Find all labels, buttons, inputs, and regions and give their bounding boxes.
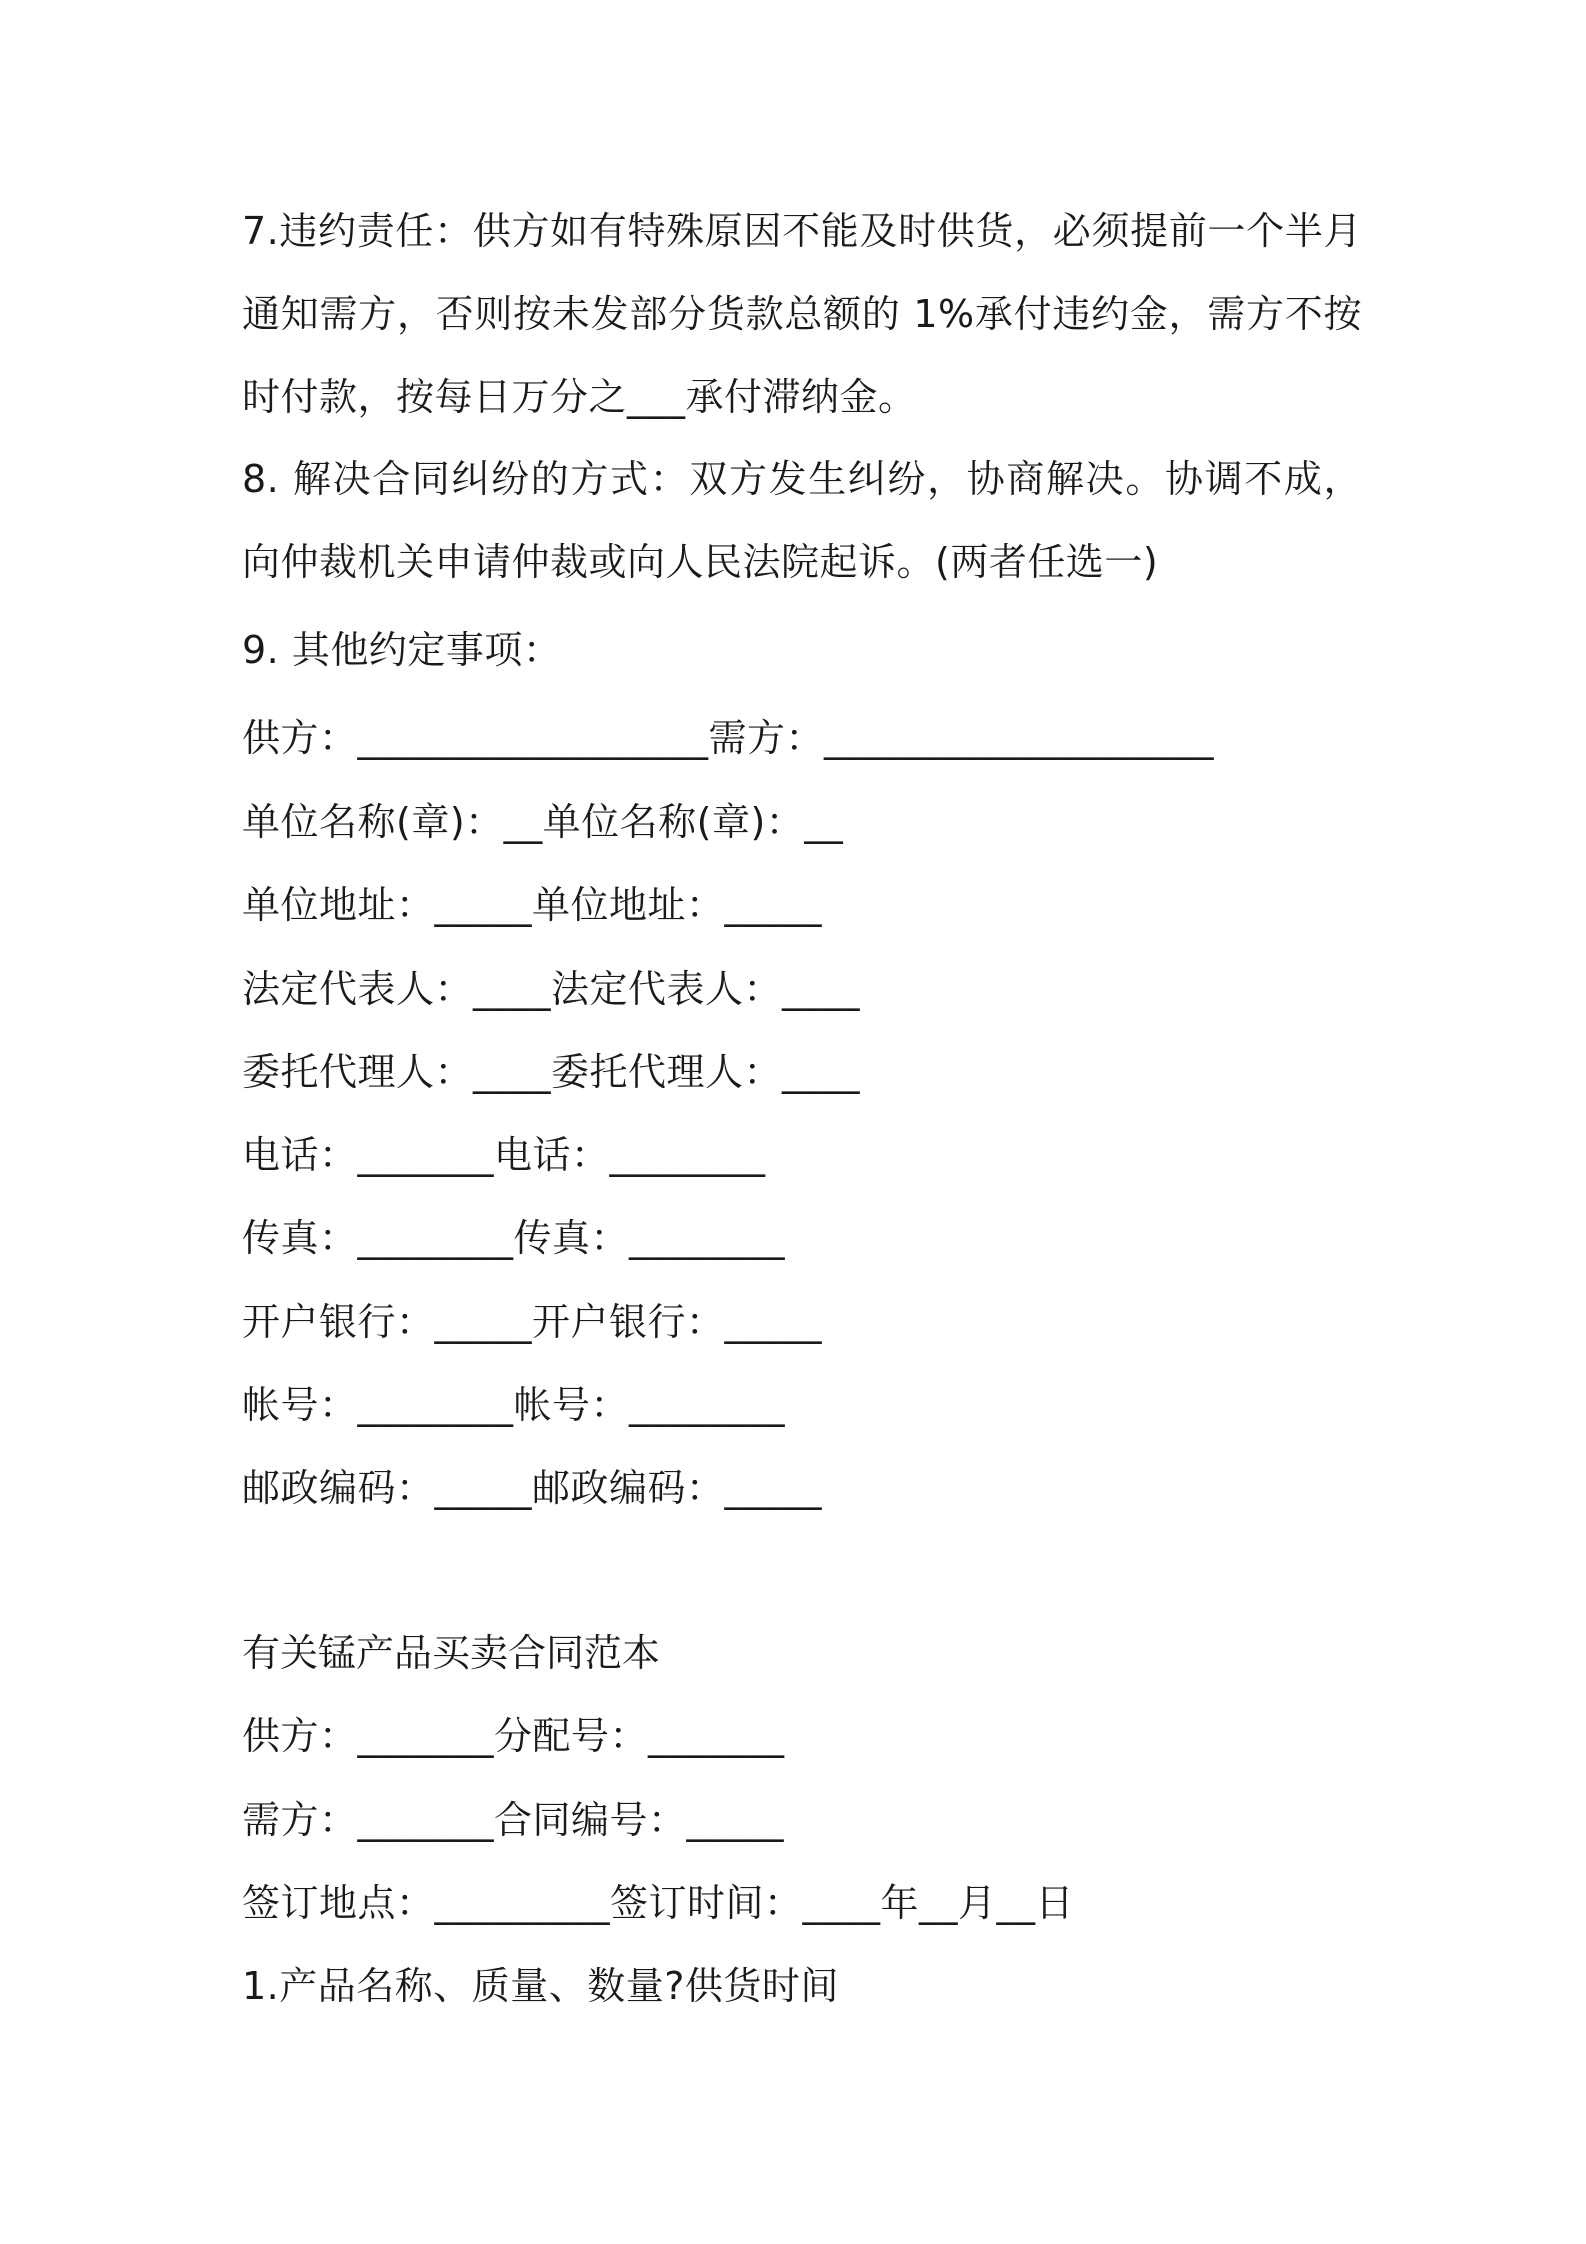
- signature-unit-name: 单位名称(章)：__单位名称(章)：__: [242, 800, 844, 844]
- clause-7: 7.违约责任：供方如有特殊原因不能及时供货，必须提前一个半月通知需方，否则按未发部分货款总额的 1%承付违约金，需方不按时付款，按每日万分之___承付滞纳金。: [242, 209, 1362, 419]
- signature-account: 帐号：________帐号：________: [242, 1383, 786, 1427]
- item-1-heading: 1.产品名称、质量、数量?供货时间: [242, 1964, 839, 2008]
- supplier-line: 供方：_______分配号：_______: [242, 1714, 785, 1758]
- signature-phone: 电话：_______电话：________: [242, 1133, 766, 1177]
- signature-parties: 供方：__________________需方：____________________: [242, 716, 1215, 760]
- signature-unit-address: 单位地址：_____单位地址：_____: [242, 883, 823, 927]
- signature-bank: 开户银行：_____开户银行：_____: [242, 1300, 823, 1344]
- clause-8: 8. 解决合同纠纷的方式：双方发生纠纷，协商解决。协调不成，向仲裁机关申请仲裁或向人民法院起诉。(两者任选一): [242, 457, 1362, 584]
- clause-9: 9. 其他约定事项：: [242, 628, 562, 672]
- buyer-line: 需方：_______合同编号：_____: [242, 1798, 785, 1842]
- signature-agent: 委托代理人：____委托代理人：____: [242, 1050, 861, 1094]
- signature-postcode: 邮政编码：_____邮政编码：_____: [242, 1466, 823, 1510]
- signature-legal-rep: 法定代表人：____法定代表人：____: [242, 967, 861, 1011]
- signing-line: 签订地点：_________签订时间：____年__月__日: [242, 1881, 1075, 1925]
- signature-fax: 传真：________传真：________: [242, 1216, 786, 1260]
- contract-title: 有关锰产品买卖合同范本: [242, 1631, 661, 1675]
